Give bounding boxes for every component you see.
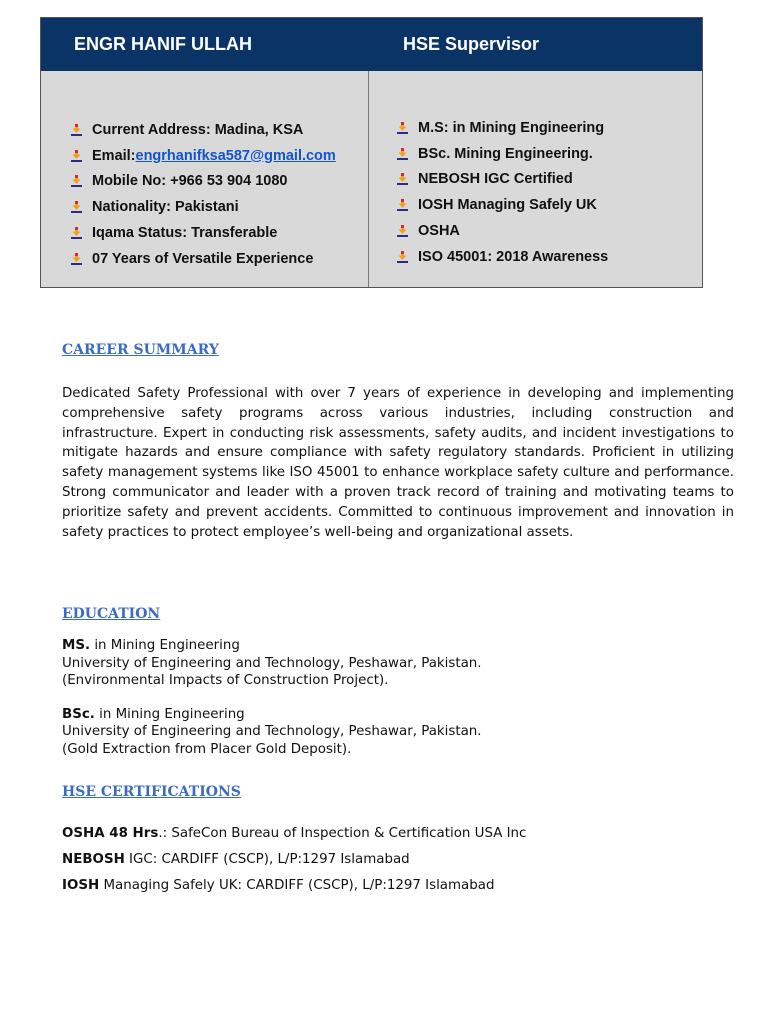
degree-field: in Mining Engineering [90, 638, 240, 653]
contact-experience [71, 246, 368, 272]
iqama-text: Iqama Status: Transferable [92, 225, 278, 242]
qualification-text: ISO 45001: 2018 Awareness [418, 248, 609, 265]
certification-name: NEBOSH [62, 852, 125, 867]
career-summary-text: Dedicated Safety Professional with over 7 years of experience in developing and implementing comprehensive safety programs across various industries, including construction and infrastructure. Expert in conducting risk assessments, safety audits, and incident investigations to mitigate hazards and ensure compliance with safety regulatory standards. Proficient in utilizing safety management systems like ISO 45001 to enhance workplace safety culture and performance. Strong communicator and leader with a proven track record of training and motivating teams to prioritize safety and prevent accidents. Committed to continuous improvement and innovation in safety practices to protect employee’s well-being and organizational assets. [62, 386, 734, 540]
education-heading: EDUCATION [62, 606, 161, 622]
education-degree-line [62, 637, 734, 655]
mobile-text: Mobile No: +966 53 904 1080 [92, 173, 288, 190]
bullet-arrow-icon [71, 253, 82, 265]
contact-iqama [71, 220, 368, 246]
education-university: University of Engineering and Technology, Peshawar, Pakistan. [62, 655, 482, 671]
email-link[interactable]: engrhanifksa587@gmail.com [135, 147, 336, 164]
qualification-text: BSc. Mining Engineering. [418, 145, 593, 162]
education-section [62, 606, 734, 758]
degree-name: MS. [62, 638, 91, 653]
qualification-item [397, 115, 608, 141]
education-thesis: (Gold Extraction from Placer Gold Deposit). [62, 741, 352, 757]
job-title: HSE Supervisor [403, 34, 540, 54]
bullet-arrow-icon [397, 173, 408, 185]
degree-field: in Mining Engineering [94, 706, 245, 722]
certification-detail: IGC: CARDIFF (CSCP), L/P:1297 Islamabad [124, 852, 410, 867]
education-item [62, 637, 734, 690]
certifications-heading: HSE CERTIFICATIONS [62, 784, 241, 800]
address-text: Current Address: Madina, KSA [92, 121, 304, 138]
qualification-text: IOSH Managing Safely UK [418, 197, 597, 214]
qualification-text: M.S: in Mining Engineering [418, 119, 605, 136]
info-panel [41, 71, 702, 287]
bullet-arrow-icon [397, 251, 408, 263]
bullet-arrow-icon [71, 201, 82, 213]
certification-name: OSHA 48 Hrs [62, 826, 159, 841]
header-bar [41, 18, 702, 71]
bullet-arrow-icon [397, 122, 408, 134]
qualification-item [397, 141, 608, 167]
contact-email [71, 143, 368, 169]
bullet-arrow-icon [71, 175, 82, 187]
bullet-arrow-icon [71, 124, 82, 136]
bullet-arrow-icon [397, 225, 408, 237]
career-summary-heading: CAREER SUMMARY [62, 342, 219, 358]
qualifications-column [369, 71, 608, 287]
contact-nationality [71, 194, 368, 220]
qualification-text: NEBOSH IGC Certified [418, 171, 573, 188]
education-university: University of Engineering and Technology, Peshawar, Pakistan. [62, 724, 482, 739]
experience-text: 07 Years of Versatile Experience [92, 250, 314, 267]
bullet-arrow-icon [71, 227, 82, 239]
certification-name: IOSH [62, 878, 100, 893]
education-thesis: (Environmental Impacts of Construction Project). [62, 673, 389, 688]
certification-item [62, 821, 734, 847]
career-summary-section [62, 342, 734, 542]
education-item [62, 706, 734, 759]
resume-header-table [40, 17, 703, 288]
certification-detail: Managing Safely UK: CARDIFF (CSCP), L/P:1297 Islamabad [99, 878, 495, 893]
bullet-arrow-icon [397, 148, 408, 160]
nationality-text: Nationality: Pakistani [92, 199, 239, 216]
bullet-arrow-icon [71, 150, 82, 162]
certification-detail: .: SafeCon Bureau of Inspection & Certification USA Inc [158, 826, 527, 841]
contact-column [41, 71, 369, 287]
bullet-arrow-icon [397, 199, 408, 211]
email-label: Email: [92, 147, 136, 164]
qualification-item [397, 192, 608, 218]
certification-item [62, 847, 734, 873]
candidate-name: ENGR HANIF ULLAH [74, 34, 252, 54]
certification-item [62, 873, 734, 899]
education-degree-line [62, 706, 734, 724]
qualification-text: OSHA [418, 223, 460, 240]
qualification-item [397, 218, 608, 244]
contact-address [71, 117, 368, 143]
certifications-section [62, 784, 734, 899]
degree-name: BSc. [62, 706, 95, 722]
qualification-item [397, 244, 608, 270]
qualification-item [397, 167, 608, 193]
contact-mobile [71, 169, 368, 195]
